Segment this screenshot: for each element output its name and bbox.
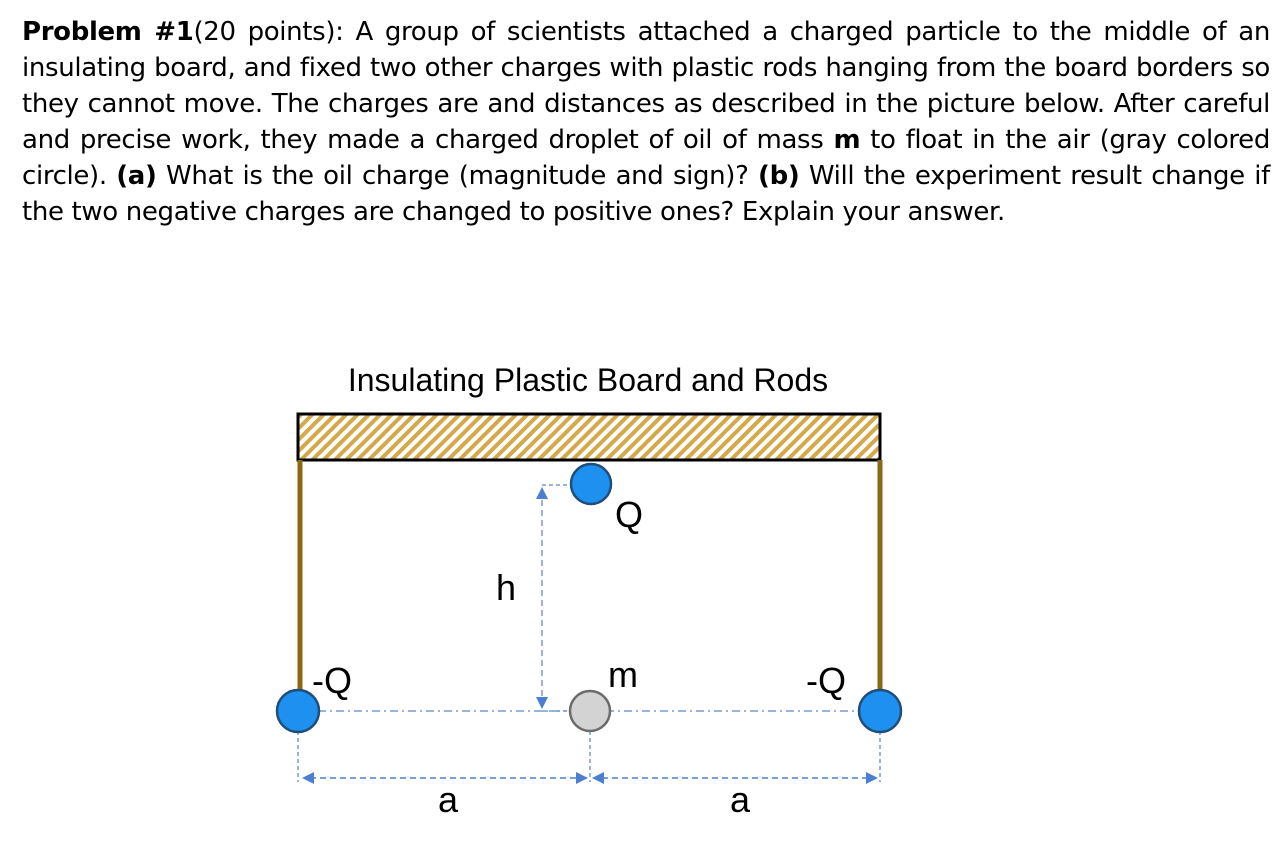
height-arrow-down [536, 697, 548, 709]
problem-sentence-1: A group of scientists attached a charged particle to the middle of an insulating board, and fixed two other charges with plastic rods hanging from the board borders so they cannot move. The charges are and distances as described in the picture below. After careful and precise work, they made a charged droplet of oil of mass [22, 17, 1270, 155]
mass-label: m [608, 654, 638, 695]
part-a-label: (a) [116, 161, 157, 191]
problem-heading: Problem #1 [22, 17, 194, 47]
part-b-label: (b) [758, 161, 800, 191]
distance-left-arrow-r [576, 772, 588, 784]
mass-symbol: m [833, 125, 861, 155]
distance-right-arrow-r [866, 772, 878, 784]
problem-points: (20 points): [193, 17, 356, 47]
height-label: h [496, 567, 517, 608]
top-charge [571, 464, 611, 504]
right-charge-label: -Q [806, 660, 846, 701]
right-charge [859, 690, 901, 732]
height-arrow-up [536, 487, 548, 499]
distance-left-label: a [437, 779, 459, 820]
oil-droplet [570, 691, 610, 731]
insulating-board [298, 414, 880, 460]
left-charge-label: -Q [312, 660, 352, 701]
top-charge-label: Q [615, 494, 644, 535]
part-b-text: Will the experiment result change if the two negative charges are changed to positive ones? Explain your answer. [22, 161, 1270, 227]
figure-title: Insulating Plastic Board and Rods [347, 362, 829, 398]
distance-right-arrow-l [592, 772, 604, 784]
distance-right-label: a [729, 779, 751, 820]
part-a-text: What is the oil charge (magnitude and sign)? [156, 161, 759, 191]
distance-left-arrow-l [302, 772, 314, 784]
problem-sentence-2: to float in the air (gray colored circle). [22, 125, 1270, 191]
